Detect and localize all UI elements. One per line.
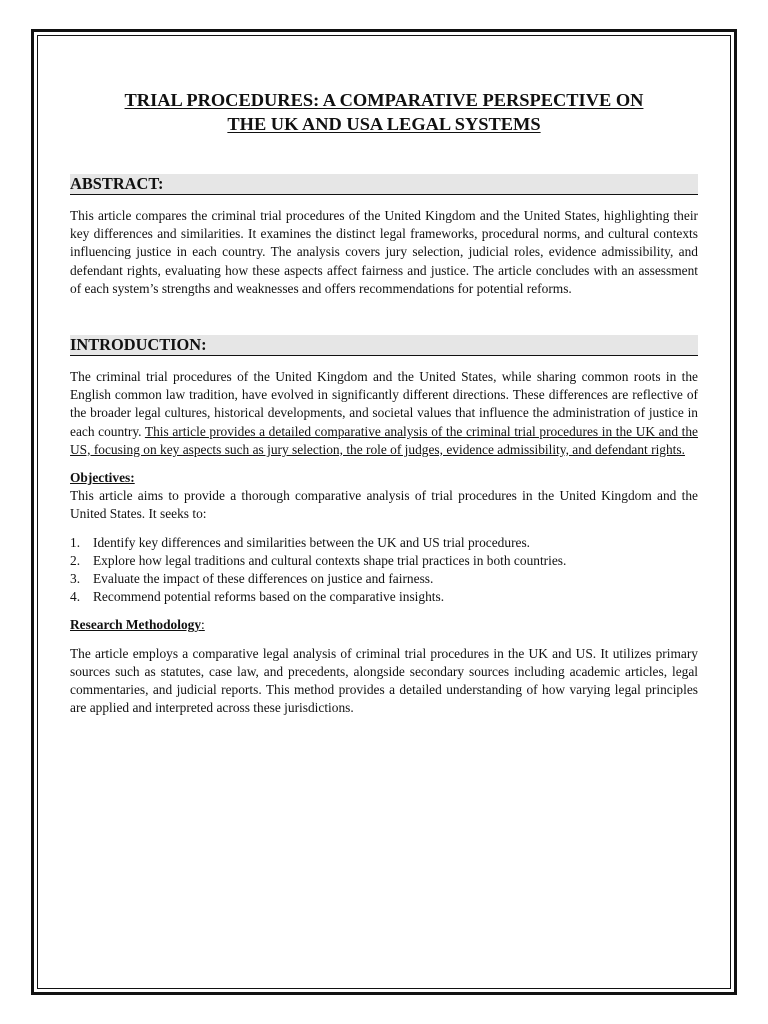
list-item-text: Explore how legal traditions and cultural contexts shape trial practices in both countries. <box>93 552 567 568</box>
list-item-text: Evaluate the impact of these differences on justice and fairness. <box>93 571 434 587</box>
title-line-1: TRIAL PROCEDURES: A COMPARATIVE PERSPECTIVE ON <box>124 90 644 110</box>
abstract-text: This article compares the criminal trial procedures of the United Kingdom and the United States, highlighting their key differences and similarities. It examines the distinct legal frameworks, procedural norms, and cultural contexts influencing justice in each country. The analysis covers jury selection, judicial roles, evidence admissibility, and defendant rights, evaluating how these aspects affect fairness and justice. The article concludes with an assessment of each system’s strengths and weaknesses and offers recommendations for potential reforms. <box>70 208 698 296</box>
objectives-text: This article aims to provide a thorough comparative analysis of trial procedures in the United Kingdom and the United States. It seeks to: <box>70 488 698 522</box>
methodology-text: The article employs a comparative legal analysis of criminal trial procedures in the UK and US. It utilizes primary sources such as statutes, case law, and precedents, alongside secondary sources including academic articles, legal commentaries, and judicial reports. This method provides a detailed understanding of how varying legal principles are applied and interpreted across these jurisdictions. <box>70 645 698 716</box>
introduction-heading: INTRODUCTION: <box>70 335 698 356</box>
introduction-text-main: The criminal trial procedures of the United Kingdom and the United States, while sharing common roots in the English common law tradition, have evolved in significantly different directions. These differences are reflective of the broader legal cultures, historical developments, and societal values that influence the administration of justice in each country. <box>70 369 698 439</box>
objectives-list <box>70 534 698 607</box>
list-item-text: Recommend potential reforms based on the comparative insights. <box>93 589 445 605</box>
list-item-number: 2. <box>70 552 81 568</box>
objectives-heading: Objectives: <box>70 470 135 486</box>
introduction-text-underlined: This article provides a detailed comparative analysis of the criminal trial procedures in the UK and the US, focusing on key aspects such as jury selection, the role of judges, evidence admissibility, and defendant rights. <box>70 423 698 457</box>
list-item <box>70 534 698 552</box>
document-title <box>70 88 698 136</box>
methodology-heading-colon: : <box>201 617 205 633</box>
list-item <box>70 570 698 588</box>
list-item <box>70 588 698 606</box>
methodology-heading <box>70 616 698 634</box>
list-item-number: 1. <box>70 534 81 550</box>
list-item-number: 3. <box>70 571 81 587</box>
list-item-text: Identify key differences and similarities between the UK and US trial procedures. <box>93 534 531 550</box>
introduction-text <box>70 368 698 459</box>
methodology-heading-label: Research Methodology <box>70 617 202 633</box>
abstract-heading: ABSTRACT: <box>70 174 698 195</box>
document-body <box>70 88 698 717</box>
list-item-number: 4. <box>70 589 81 605</box>
title-line-2: THE UK AND USA LEGAL SYSTEMS <box>227 114 541 134</box>
list-item <box>70 552 698 570</box>
